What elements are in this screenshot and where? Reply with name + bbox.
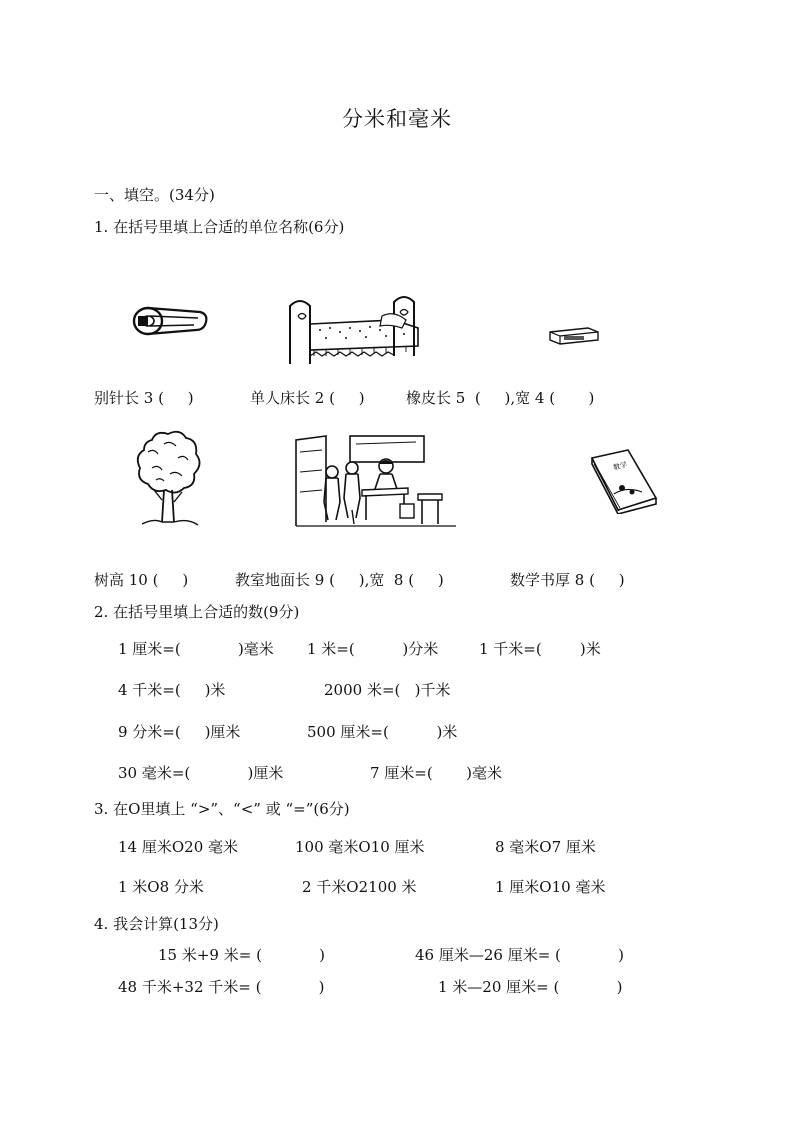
tree-image bbox=[134, 430, 204, 528]
question-2-label: 2. 在括号里填上合适的数(9分) bbox=[94, 603, 300, 621]
q4-item: 1 米—20 厘米= ( ) bbox=[438, 978, 623, 996]
pin-length-item: 别针长 3 ( ) bbox=[94, 389, 194, 407]
q3-item: 2 千米O2100 米 bbox=[302, 878, 417, 896]
q3-item: 1 米O8 分米 bbox=[118, 878, 204, 896]
q2-item: 30 毫米=( )厘米 bbox=[118, 764, 284, 782]
q2-item: 1 米=( )分米 bbox=[307, 640, 439, 658]
question-4-label: 4. 我会计算(13分) bbox=[94, 915, 219, 933]
q3-item: 1 厘米O10 毫米 bbox=[495, 878, 606, 896]
q2-item: 500 厘米=( )米 bbox=[307, 723, 458, 741]
safety-pin-image bbox=[128, 300, 210, 342]
q3-item: 14 厘米O20 毫米 bbox=[118, 838, 239, 856]
question-1-label: 1. 在括号里填上合适的单位名称(6分) bbox=[94, 218, 345, 236]
q4-item: 15 米+9 米= ( ) bbox=[158, 946, 325, 964]
q2-item: 2000 米=( )千米 bbox=[324, 681, 451, 699]
section-heading: 一、填空。(34分) bbox=[94, 186, 215, 204]
eraser-size-item: 橡皮长 5 ( ),宽 4 ( ) bbox=[406, 389, 595, 407]
q2-item: 1 千米=( )米 bbox=[479, 640, 601, 658]
q2-item: 7 厘米=( )毫米 bbox=[370, 764, 502, 782]
q4-item: 46 厘米—26 厘米= ( ) bbox=[415, 946, 624, 964]
q3-item: 100 毫米O10 厘米 bbox=[295, 838, 425, 856]
classroom-size-item: 教室地面长 9 ( ),宽 8 ( ) bbox=[235, 571, 444, 589]
bed-length-item: 单人床长 2 ( ) bbox=[250, 389, 365, 407]
q2-item: 1 厘米=( )毫米 bbox=[118, 640, 274, 658]
q4-item: 48 千米+32 千米= ( ) bbox=[118, 978, 325, 996]
book-thickness-item: 数学书厚 8 ( ) bbox=[510, 571, 625, 589]
math-book-image bbox=[588, 448, 660, 514]
question-3-label: 3. 在O里填上 “>”、“<” 或 “=”(6分) bbox=[94, 800, 350, 818]
classroom-image bbox=[292, 432, 458, 528]
q2-item: 4 千米=( )米 bbox=[118, 681, 226, 699]
q3-item: 8 毫米O7 厘米 bbox=[495, 838, 596, 856]
single-bed-image bbox=[286, 294, 426, 368]
q2-item: 9 分米=( )厘米 bbox=[118, 723, 241, 741]
book-cover-text: 数学 bbox=[612, 460, 629, 472]
tree-height-item: 树高 10 ( ) bbox=[94, 571, 189, 589]
page-title: 分米和毫米 bbox=[342, 107, 452, 131]
eraser-image bbox=[548, 324, 600, 346]
